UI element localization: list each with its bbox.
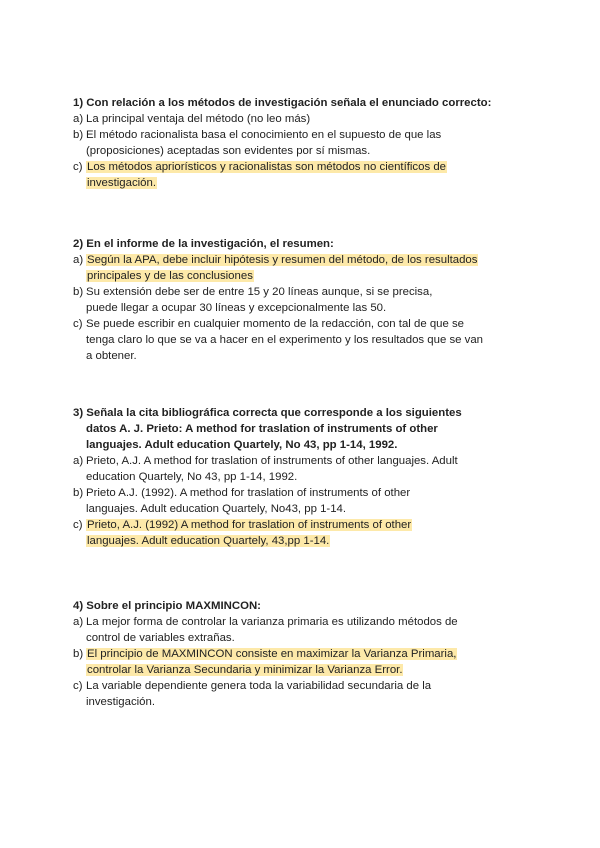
highlighted-answer: languajes. Adult education Quartely, 43,pp 1-14.: [87, 535, 330, 547]
question-3-title: 3) Señala la cita bibliográfica correcta que corresponde a los siguientes datos A. J. Prieto: A method for traslation of instruments of other languajes. Adult education Quartely, No 43, pp 1-14, 1992.: [73, 407, 462, 451]
question-1-title: 1) Con relación a los métodos de investigación señala el enunciado correcto:: [73, 97, 492, 109]
highlighted-answer: principales y de las conclusiones: [87, 270, 253, 282]
highlighted-answer: El principio de MAXMINCON consiste en maximizar la Varianza Primaria,: [87, 648, 457, 660]
question-3-option-a: a) Prieto, A.J. A method for traslation of instruments of other languajes. Adult education Quartely, No 43, pp 1-14, 1992.: [73, 455, 458, 483]
question-1-option-c-correct: c) Los métodos apriorísticos y racionalistas son métodos no científicos de investigación.: [73, 161, 446, 189]
question-4-option-c: c) La variable dependiente genera toda la variabilidad secundaria de la investigación.: [73, 680, 432, 708]
question-1-option-b: b) El método racionalista basa el conocimiento en el supuesto de que las (proposiciones) aceptadas son evidentes por sí mismas.: [73, 129, 442, 157]
highlighted-answer: Los métodos apriorísticos y racionalistas son métodos no científicos de: [87, 161, 446, 173]
question-3-option-b: b) Prieto A.J. (1992). A method for traslation of instruments of other languajes. Adult education Quartely, No43, pp 1-14.: [73, 487, 411, 515]
highlighted-answer: investigación.: [87, 177, 157, 189]
question-2-option-b: b) Su extensión debe ser de entre 15 y 20 líneas aunque, si se precisa, puede llegar a ocupar 30 líneas y excepcionalmente las 50.: [73, 286, 433, 314]
question-4: [73, 598, 533, 710]
question-2-option-c: c) Se puede escribir en cualquier momento de la redacción, con tal de que se tenga claro lo que se va a hacer en el experimento y los resultados que se van a obtener.: [73, 318, 484, 362]
highlighted-answer: Prieto, A.J. (1992) A method for traslation of instruments of other: [87, 519, 412, 531]
question-3: [73, 405, 533, 549]
question-4-title: 4) Sobre el principio MAXMINCON:: [73, 600, 261, 612]
question-2-title: 2) En el informe de la investigación, el resumen:: [73, 238, 334, 250]
highlighted-answer: Según la APA, debe incluir hipótesis y resumen del método, de los resultados: [87, 254, 478, 266]
question-1-option-a: a) La principal ventaja del método (no leo más): [73, 113, 311, 125]
highlighted-answer: controlar la Varianza Secundaria y minimizar la Varianza Error.: [87, 664, 403, 676]
question-4-option-b-correct: b) El principio de MAXMINCON consiste en maximizar la Varianza Primaria, controlar la Varianza Secundaria y minimizar la Varianza Error.: [73, 648, 457, 676]
question-2-option-a-correct: a) Según la APA, debe incluir hipótesis y resumen del método, de los resultados principales y de las conclusiones: [73, 254, 478, 282]
question-2: [73, 236, 533, 364]
question-4-option-a: a) La mejor forma de controlar la varianza primaria es utilizando métodos de control de variables extrañas.: [73, 616, 458, 644]
question-3-option-c-correct: c) Prieto, A.J. (1992) A method for traslation of instruments of other languajes. Adult education Quartely, 43,pp 1-14.: [73, 519, 412, 547]
question-1: [73, 95, 533, 191]
